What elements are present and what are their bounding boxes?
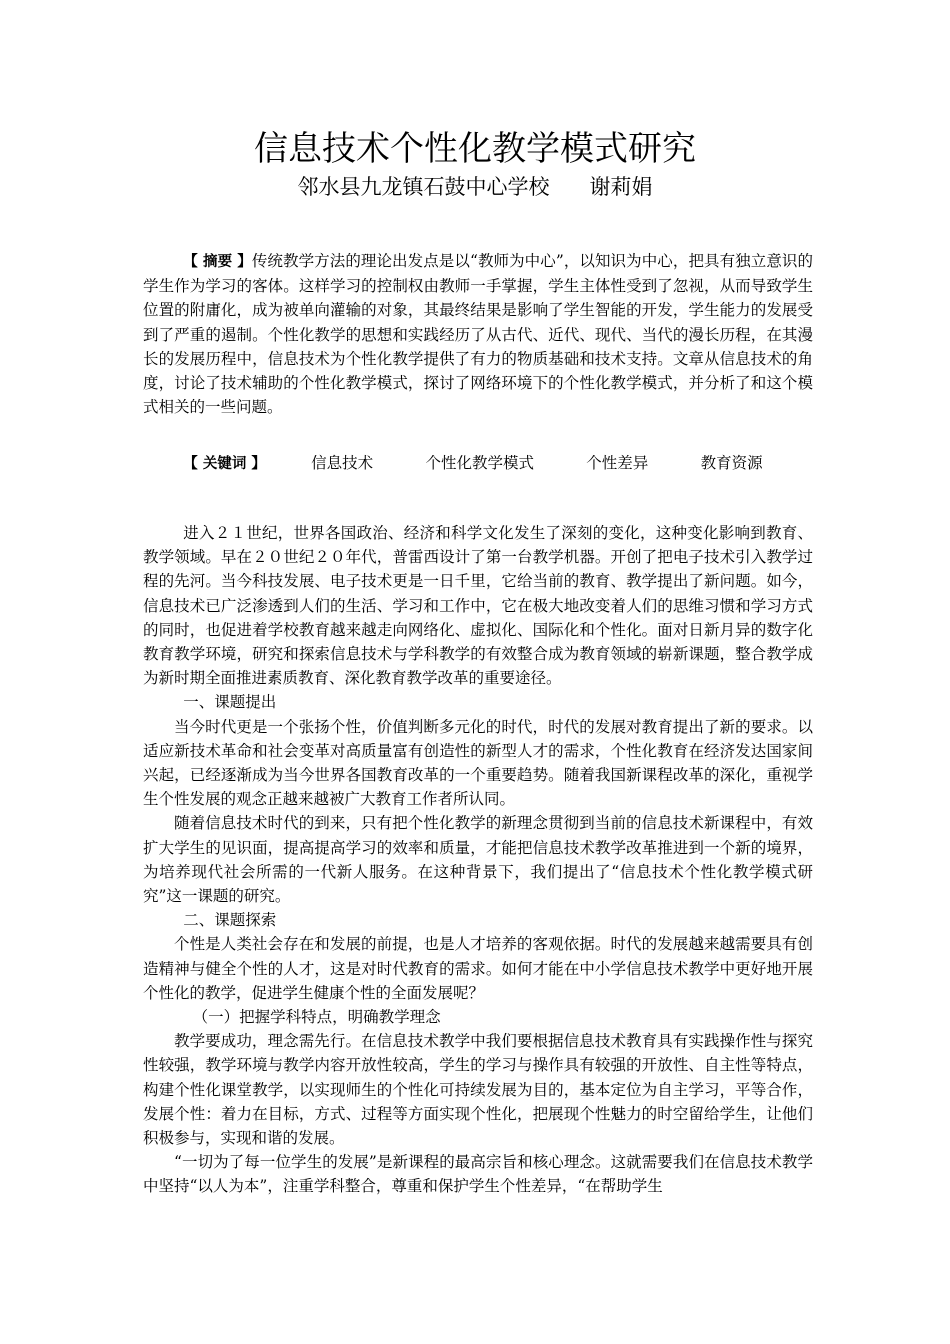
body-paragraph: “一切为了每一位学生的发展”是新课程的最高宗旨和核心理念。这就需要我们在信息技术教学中坚持“以人为本”，注重学科整合，尊重和保护学生个性差异，“在帮助学生 [143, 1153, 813, 1196]
byline [0, 172, 950, 202]
document-title: 信息技术个性化教学模式研究 [254, 129, 696, 169]
abstract-paragraph [143, 249, 813, 419]
body-paragraph: 教学要成功，理念需先行。在信息技术教学中我们要根据信息技术教育具有实践操作性与探究性较强，教学环境与教学内容开放性较高，学生的学习与操作具有较强的开放性、自主性等特点，构建个性化课堂教学，以实现师生的个性化可持续发展为目的，基本定位为自主学习，平等合作，发展个性：着力在目标，方式、过程等方面实现个性化，把展现个性魅力的时空留给学生，让他们积极参与，实现和谐的发展。 [143, 1032, 813, 1148]
keywords-label: 【 关键词 】 [183, 456, 266, 472]
body-paragraph: 当今时代更是一个张扬个性，价值判断多元化的时代，时代的发展对教育提出了新的要求。以适应新技术革命和社会变革对高质量富有创造性的新型人才的需求，个性化教育在经济发达国家间兴起，已经逐渐成为当今世界各国教育改革的一个重要趋势。随着我国新课程改革的深化，重视学生个性发展的观念正越来越被广大教育工作者所认同。 [143, 717, 813, 809]
keyword-item: 个性差异 [586, 454, 649, 472]
keywords-paragraph [143, 451, 813, 476]
subsection-heading: （一）把握学科特点，明确教学理念 [192, 1008, 441, 1027]
abstract-section [143, 249, 813, 419]
author-name: 谢莉娟 [589, 175, 653, 199]
body-section [143, 521, 813, 1199]
abstract-label: 【 摘要 】 [183, 254, 252, 270]
abstract-text: 传统教学方法的理论出发点是以“教师为中心”，以知识为中心，把具有独立意识的学生作为学习的客体。这样学习的控制权由教师一手掌握，学生主体性受到了忽视，从而导致学生位置的附庸化，成为被单向灌输的对象，其最终结果是影响了学生智能的开发，学生能力的发展受到了严重的遏制。个性化教学的思想和实践经历了从古代、近代、现代、当代的漫长历程，在其漫长的发展历程中，信息技术为个性化教学提供了有力的物质基础和技术支持。文章从信息技术的角度，讨论了技术辅助的个性化教学模式，探讨了网络环境下的个性化教学模式，并分析了和这个模式相关的一些问题。 [143, 252, 813, 417]
keywords-section [143, 451, 813, 476]
body-paragraph: 个性是人类社会存在和发展的前提，也是人才培养的客观依据。时代的发展越来越需要具有创造精神与健全个性的人才，这是对时代教育的需求。如何才能在中小学信息技术教学中更好地开展个性化的教学，促进学生健康个性的全面发展呢？ [143, 935, 813, 1002]
keyword-item: 个性化教学模式 [425, 454, 534, 472]
body-paragraph: 随着信息技术时代的到来，只有把个性化教学的新理念贯彻到当前的信息技术新课程中，有效扩大学生的见识面，提高提高学习的效率和质量，才能把信息技术教学改革推进到一个新的境界，为培养现代社会所需的一代新人服务。在这种背景下，我们提出了“信息技术个性化教学模式研究”这一课题的研究。 [143, 814, 813, 906]
keyword-item: 信息技术 [311, 454, 374, 472]
intro-paragraph: 进入２１世纪，世界各国政治、经济和科学文化发生了深刻的变化，这种变化影响到教育、教学领域。早在２０世纪２０年代，普雷西设计了第一台教学机器。开创了把电子技术引入教学过程的先河。当今科技发展、电子技术更是一日千里，它给当前的教育、教学提出了新问题。如今，信息技术已广泛渗透到人们的生活、学习和工作中，它在极大地改变着人们的思维习惯和学习方式的同时，也促进着学校教育越来越走向网络化、虚拟化、国际化和个性化。面对日新月异的数字化教育教学环境，研究和探索信息技术与学科教学的有效整合成为教育领域的崭新课题，整合教学成为新时期全面推进素质教育、深化教育教学改革的重要途径。 [143, 524, 813, 688]
section-heading: 一、课题提出 [183, 693, 277, 712]
section-heading: 二、课题探索 [183, 911, 277, 930]
keyword-item: 教育资源 [700, 454, 763, 472]
school-name: 邻水县九龙镇石鼓中心学校 [297, 175, 550, 199]
